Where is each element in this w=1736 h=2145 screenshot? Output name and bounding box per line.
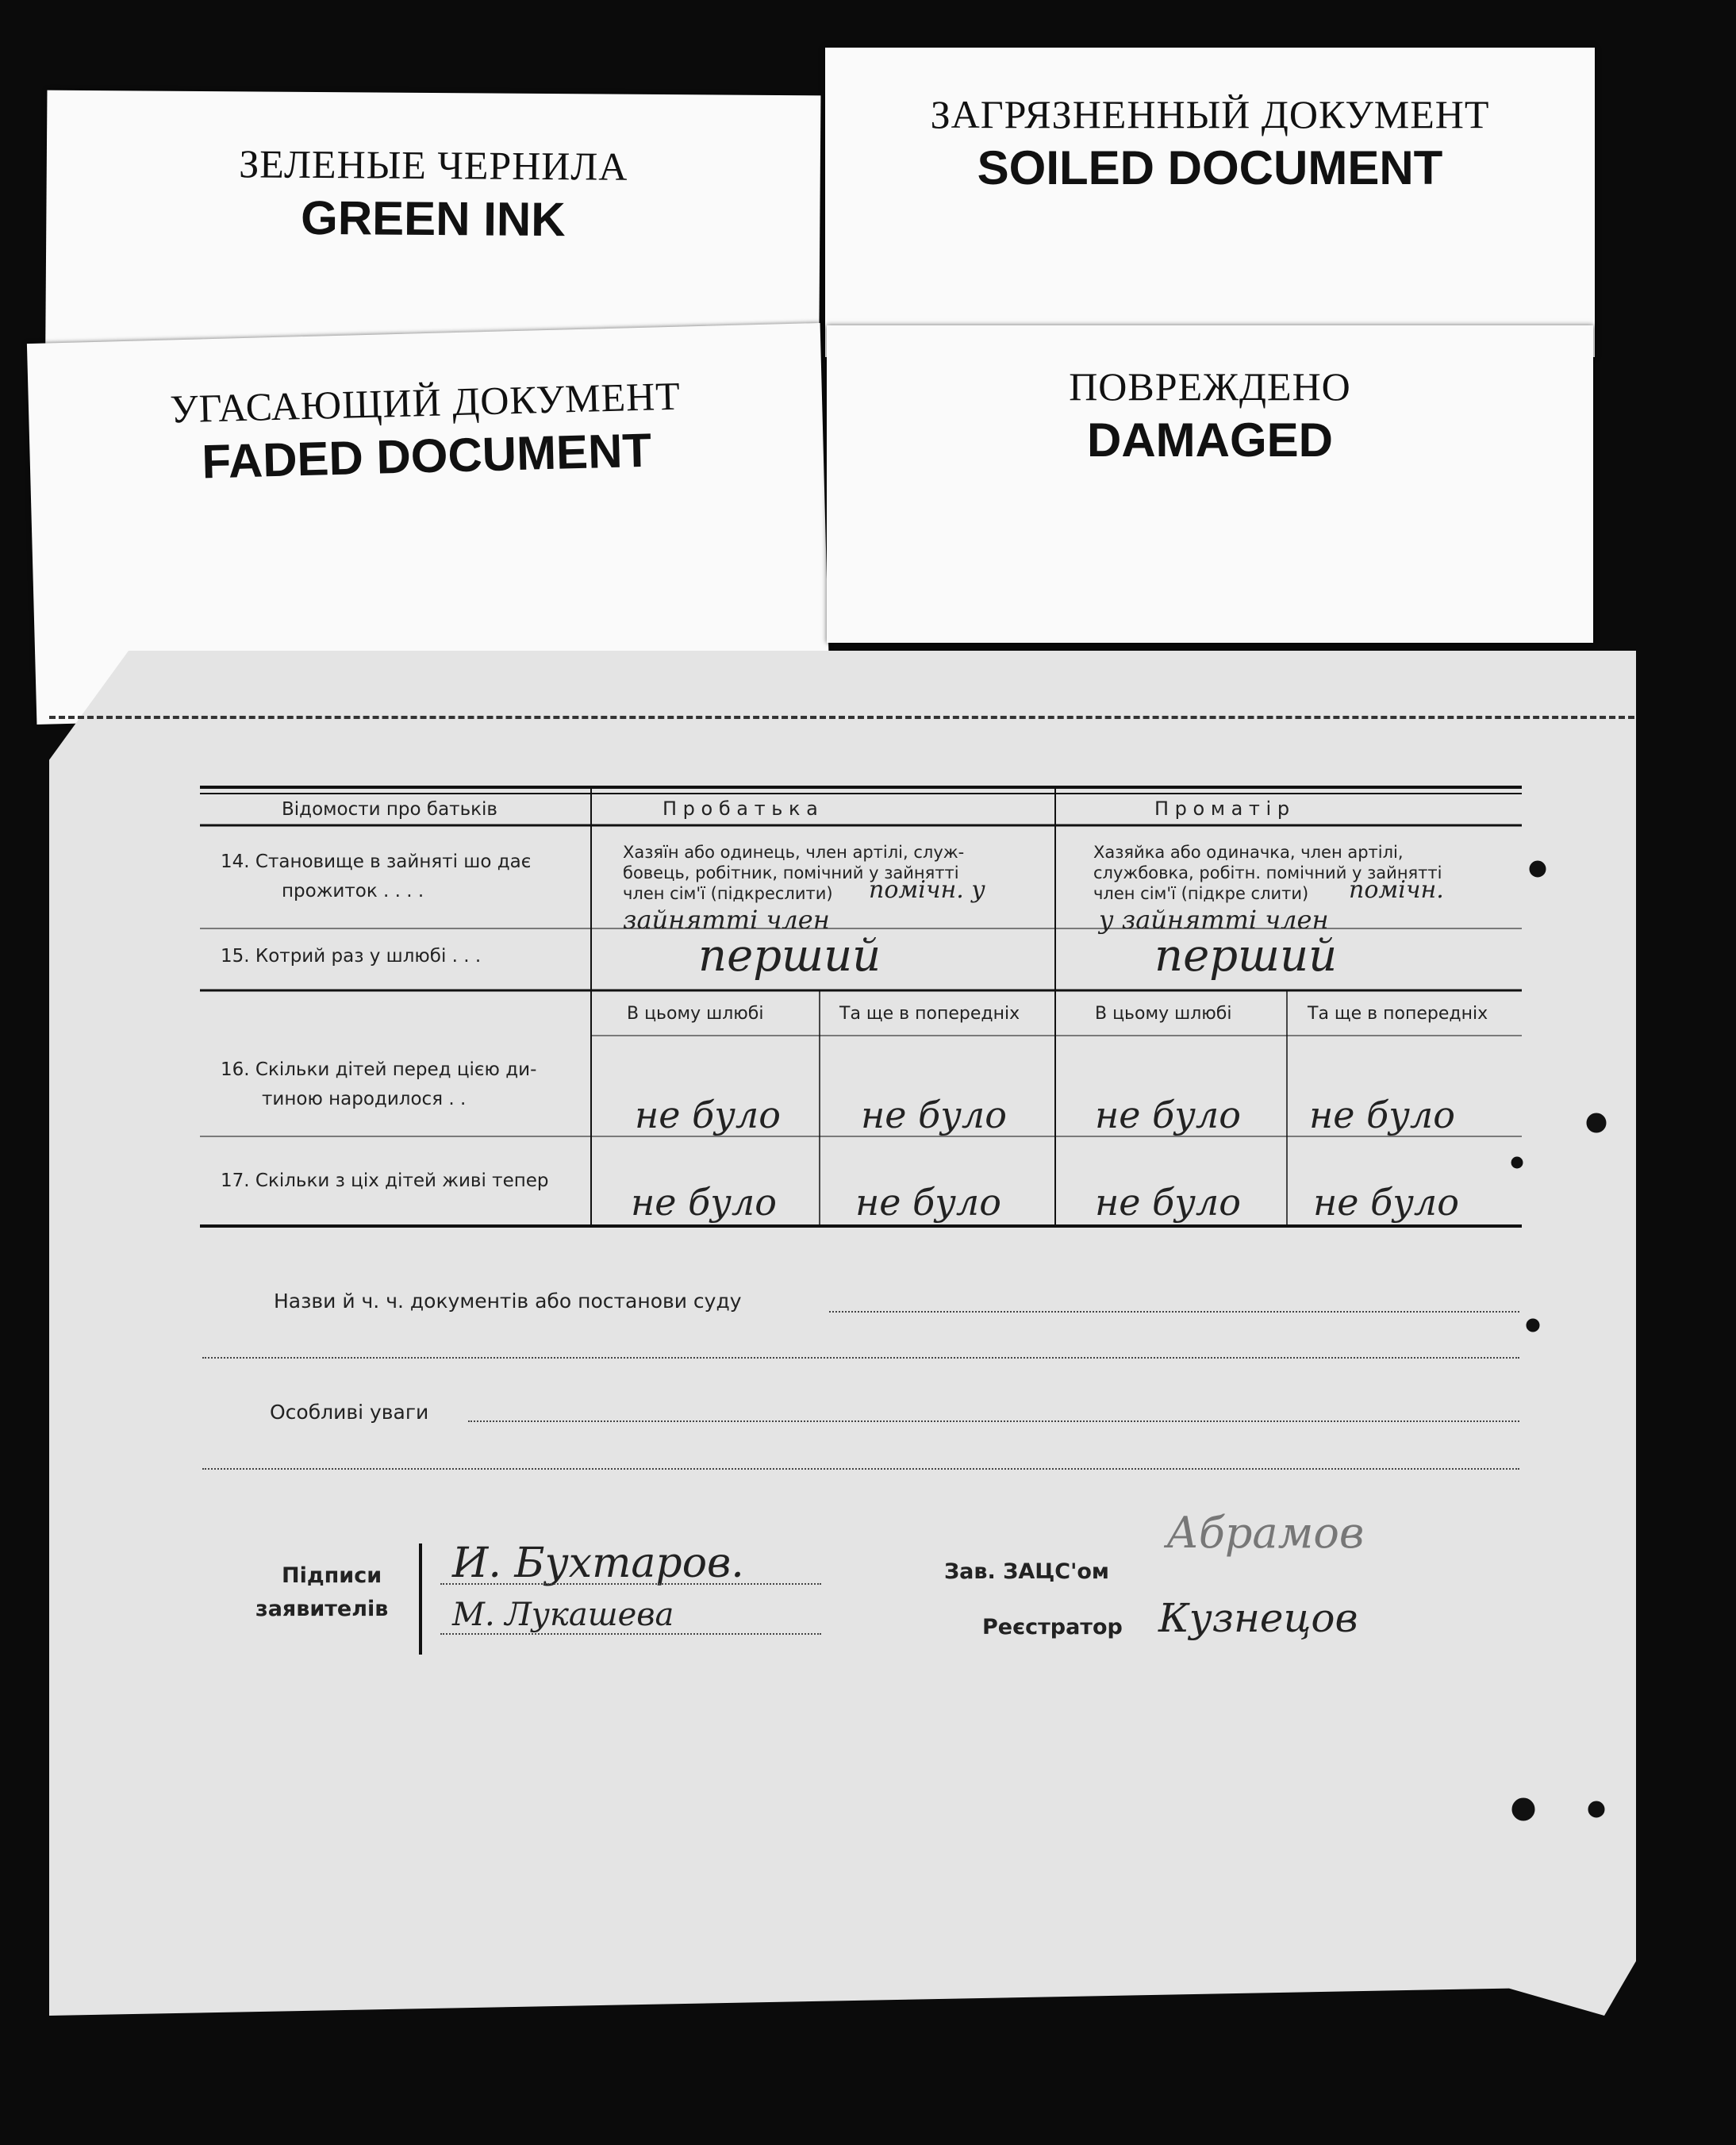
ink-spots	[1511, 861, 1606, 1820]
applicant-signature-2: М. Лукашева	[452, 1597, 674, 1633]
father-this-marriage-header: В цьому шлюбі	[627, 1004, 764, 1024]
mother-previous-header: Та ще в попередніх	[1308, 1004, 1488, 1024]
row17-father-prev: не було	[855, 1181, 1001, 1224]
father-column-header: П р о б а т ь к а	[663, 798, 818, 820]
card-en-label: GREEN INK	[300, 190, 566, 247]
signature-bracket	[419, 1543, 422, 1655]
row14-label-cont: прожиток . . . .	[282, 881, 424, 901]
row16-father-prev: не було	[861, 1094, 1007, 1136]
row16-mother-this: не було	[1095, 1094, 1241, 1136]
mother-occupation-line: член сім'ї (підкре слити)	[1093, 884, 1309, 903]
signatures-label-cont: заявителів	[255, 1597, 389, 1621]
mother-this-marriage-header: В цьому шлюбі	[1095, 1004, 1232, 1024]
father-marriage-number: перший	[698, 930, 881, 982]
signature-line-2	[440, 1633, 821, 1635]
father-occupation-handwriting: зайнятті член	[623, 905, 830, 935]
applicant-signature-1: И. Бухтаров.	[452, 1540, 744, 1587]
registry-head-label: Зав. ЗАЦС'ом	[944, 1559, 1109, 1584]
notes-label: Особливі уваги	[270, 1401, 429, 1424]
registrar-signature: Кузнецов	[1158, 1595, 1358, 1641]
card-en-label: FADED DOCUMENT	[201, 423, 652, 489]
father-previous-header: Та ще в попередніх	[839, 1004, 1020, 1024]
father-occupation-line: бовець, робітник, помічний у зайнятті	[623, 863, 959, 882]
mother-marriage-number: перший	[1154, 930, 1338, 982]
card-en-label: DAMAGED	[1087, 413, 1333, 467]
row17-label: 17. Скільки з ціх дітей живі тепер	[221, 1171, 549, 1191]
notes-line-2	[202, 1468, 1519, 1470]
notes-line	[468, 1420, 1519, 1422]
mother-occupation-handwriting: у зайнятті член	[1099, 905, 1329, 935]
mother-occupation-line: службовка, робітн. помічний у зайнятті	[1093, 863, 1442, 882]
row17-mother-prev: не було	[1313, 1181, 1459, 1224]
row17-father-this: не було	[631, 1181, 777, 1224]
documents-label: Назви й ч. ч. документів або постанови суду	[274, 1290, 742, 1313]
card-en-label: SOILED DOCUMENT	[977, 141, 1443, 194]
row17-mother-this: не було	[1095, 1181, 1241, 1224]
mother-occupation-line: Хазяйка або одиначка, член артілі,	[1093, 843, 1404, 862]
row14-label: 14. Становище в зайняті шо дає	[221, 851, 532, 872]
card-ru-label: ЗАГРЯЗНЕННЫЙ ДОКУМЕНТ	[930, 92, 1490, 136]
row16-label: 16. Скільки дітей перед цією ди-	[221, 1059, 537, 1080]
row16-label-cont: тиною народилося . .	[262, 1089, 467, 1109]
row16-mother-prev: не було	[1309, 1094, 1455, 1136]
registrar-label: Реєстратор	[982, 1615, 1123, 1640]
father-occupation-handwriting: помічн. у	[869, 876, 985, 904]
registry-head-signature: Абрамов	[1166, 1508, 1365, 1558]
signatures-label: Підписи	[282, 1563, 382, 1588]
table-head-label: Відомости про батьків	[282, 799, 497, 820]
documents-line-2	[202, 1357, 1519, 1359]
card-ru-label: УГАСАЮЩИЙ ДОКУМЕНТ	[169, 373, 682, 432]
signature-line-1	[440, 1583, 821, 1585]
row15-label: 15. Котрий раз у шлюбі . . .	[221, 946, 482, 967]
card-ru-label: ЗЕЛЕНЫЕ ЧЕРНИЛА	[239, 141, 628, 189]
documents-line	[829, 1311, 1519, 1313]
father-occupation-line: Хазяїн або одинець, член артілі, служ-	[623, 843, 965, 862]
mother-occupation-handwriting: помічн.	[1349, 876, 1444, 904]
father-occupation-line: член сім'ї (підкреслити)	[623, 884, 833, 903]
mother-column-header: П р о м а т і р	[1154, 798, 1290, 820]
card-ru-label: ПОВРЕЖДЕНО	[1069, 364, 1351, 409]
row16-father-this: не було	[635, 1094, 781, 1136]
